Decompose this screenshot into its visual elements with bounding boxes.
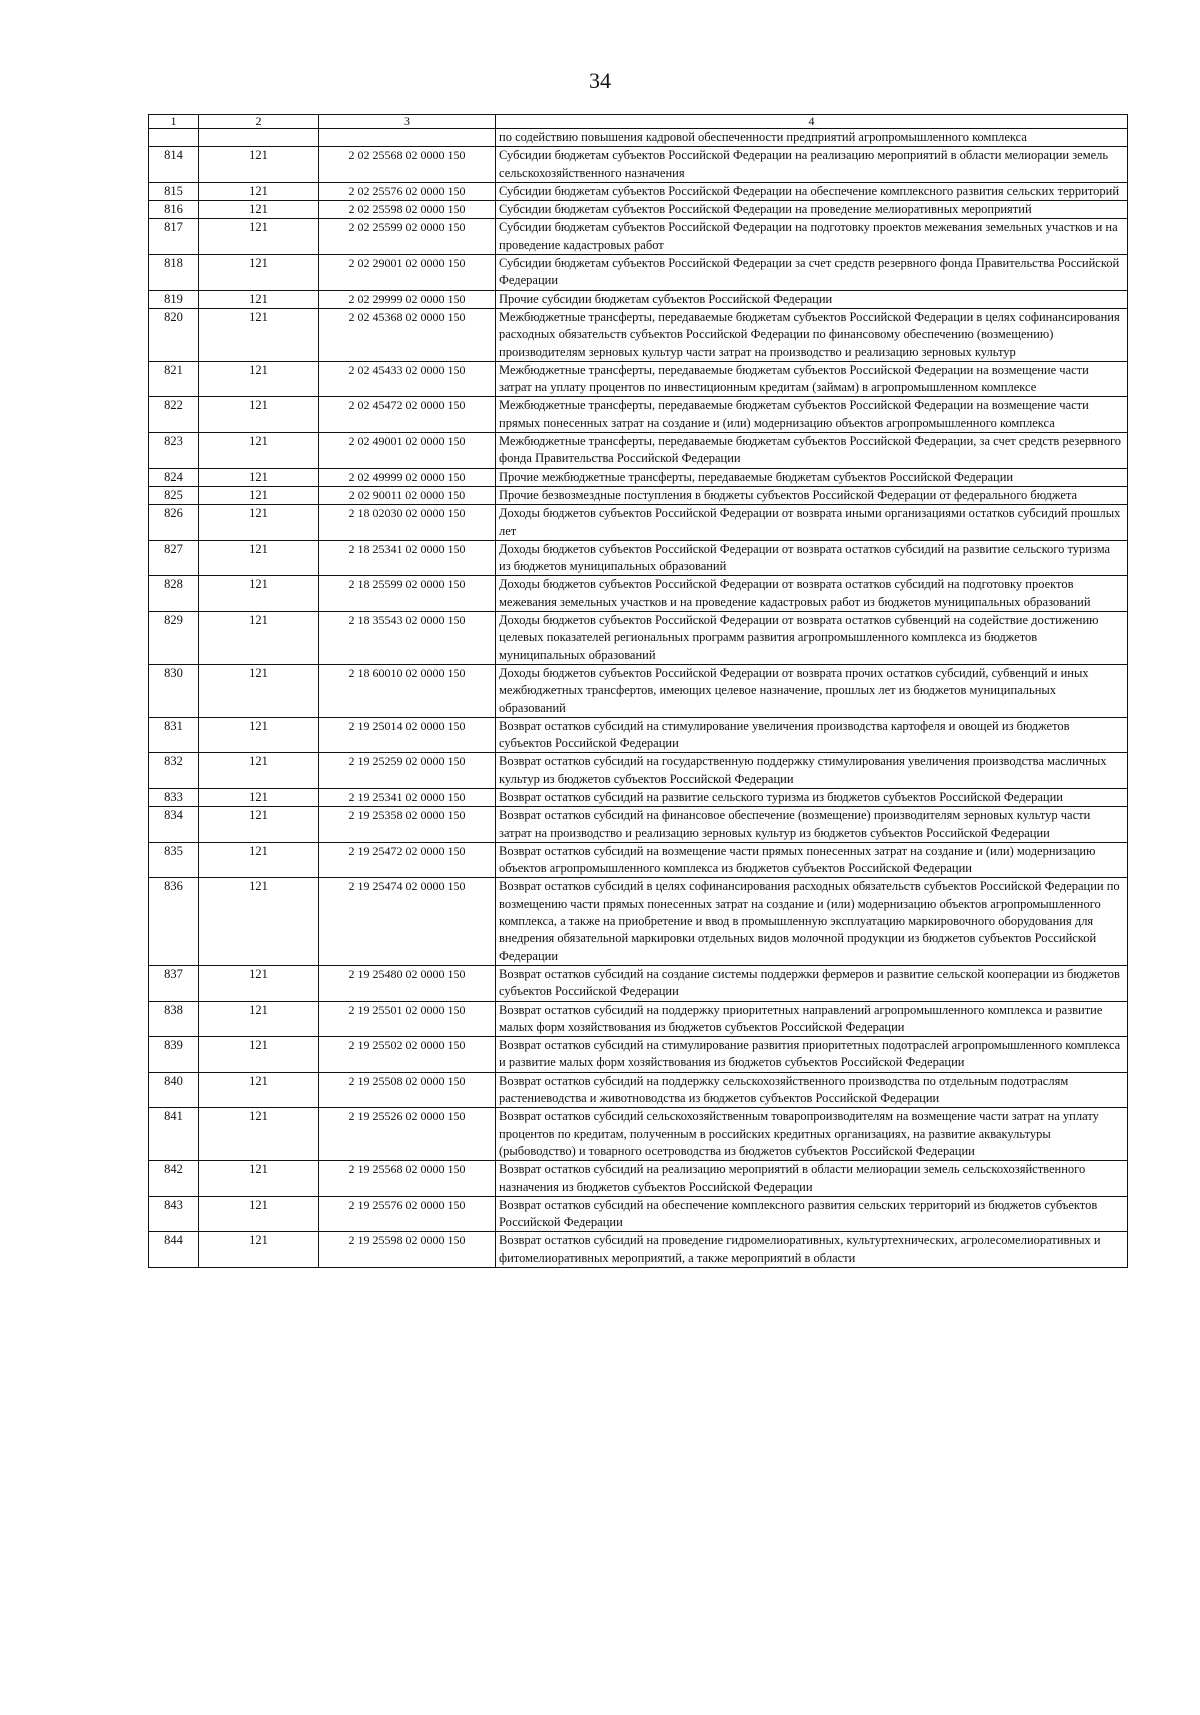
description-cell: Доходы бюджетов субъектов Российской Федерации от возврата остатков субсидий на подготовку проектов межевания земельных участков и на проведение кадастровых работ из бюджетов муниципальных образований <box>496 576 1128 612</box>
admin-code-cell: 121 <box>199 1161 319 1197</box>
row-number-cell: 827 <box>149 540 199 576</box>
budget-code-cell: 2 18 25599 02 0000 150 <box>319 576 496 612</box>
description-cell: Доходы бюджетов субъектов Российской Федерации от возврата остатков субсидий на развитие сельского туризма из бюджетов муниципальных образований <box>496 540 1128 576</box>
header-cell-2: 2 <box>199 115 319 129</box>
admin-code-cell: 121 <box>199 664 319 717</box>
admin-code-cell: 121 <box>199 807 319 843</box>
description-cell: Возврат остатков субсидий на возмещение части прямых понесенных затрат на создание и (или) модернизацию объектов агропромышленного комплекса из бюджетов субъектов Российской Федерации <box>496 842 1128 878</box>
description-cell: Межбюджетные трансферты, передаваемые бюджетам субъектов Российской Федерации на возмещение части прямых понесенных затрат на создание и (или) модернизацию объектов агропромышленного комплекса <box>496 397 1128 433</box>
description-cell: Субсидии бюджетам субъектов Российской Федерации на проведение мелиоративных мероприятий <box>496 201 1128 219</box>
table-body <box>149 115 1128 1268</box>
budget-code-cell: 2 19 25341 02 0000 150 <box>319 788 496 806</box>
budget-code-cell: 2 19 25526 02 0000 150 <box>319 1108 496 1161</box>
table-row <box>149 1196 1128 1232</box>
description-cell: Доходы бюджетов субъектов Российской Федерации от возврата остатков субвенций на содействие достижению целевых показателей региональных программ развития агропромышленного комплекса из бюджетов муниципальных образований <box>496 612 1128 665</box>
budget-code-cell: 2 02 25576 02 0000 150 <box>319 182 496 200</box>
description-cell: Межбюджетные трансферты, передаваемые бюджетам субъектов Российской Федерации на возмещение части затрат на уплату процентов по инвестиционным кредитам (займам) в агропромышленном комплексе <box>496 361 1128 397</box>
budget-code-cell: 2 02 25598 02 0000 150 <box>319 201 496 219</box>
description-cell: Возврат остатков субсидий на создание системы поддержки фермеров и развитие сельской кооперации из бюджетов субъектов Российской Федерации <box>496 965 1128 1001</box>
table-row <box>149 807 1128 843</box>
admin-code-cell: 121 <box>199 753 319 789</box>
admin-code-cell: 121 <box>199 468 319 486</box>
table-row <box>149 397 1128 433</box>
table-row <box>149 788 1128 806</box>
admin-code-cell: 121 <box>199 486 319 504</box>
admin-code-cell: 121 <box>199 965 319 1001</box>
budget-code-cell: 2 02 25599 02 0000 150 <box>319 219 496 255</box>
budget-code-cell: 2 19 25014 02 0000 150 <box>319 717 496 753</box>
table-row <box>149 842 1128 878</box>
row-number-cell: 820 <box>149 308 199 361</box>
description-cell: Прочие межбюджетные трансферты, передаваемые бюджетам субъектов Российской Федерации <box>496 468 1128 486</box>
admin-code-cell: 121 <box>199 1108 319 1161</box>
budget-code-cell: 2 18 02030 02 0000 150 <box>319 505 496 541</box>
budget-code-cell: 2 19 25598 02 0000 150 <box>319 1232 496 1268</box>
table-row <box>149 717 1128 753</box>
row-number-cell: 829 <box>149 612 199 665</box>
description-cell: Субсидии бюджетам субъектов Российской Федерации за счет средств резервного фонда Правительства Российской Федерации <box>496 255 1128 291</box>
admin-code-cell: 121 <box>199 1232 319 1268</box>
description-cell: Возврат остатков субсидий на реализацию мероприятий в области мелиорации земель сельскохозяйственного назначения из бюджетов субъектов Российской Федерации <box>496 1161 1128 1197</box>
header-cell-4: 4 <box>496 115 1128 129</box>
table-row <box>149 1037 1128 1073</box>
admin-code-cell: 121 <box>199 255 319 291</box>
row-number-cell: 818 <box>149 255 199 291</box>
description-cell: Межбюджетные трансферты, передаваемые бюджетам субъектов Российской Федерации в целях софинансирования расходных обязательств субъектов Российской Федерации по финансовому обеспечению (возмещению) производителям зерновых культур части затрат на производство и реализацию зерновых культур <box>496 308 1128 361</box>
table-row <box>149 433 1128 469</box>
row-number-cell: 843 <box>149 1196 199 1232</box>
row-number-cell: 819 <box>149 290 199 308</box>
row-number-cell: 837 <box>149 965 199 1001</box>
admin-code-cell: 121 <box>199 540 319 576</box>
table-row <box>149 878 1128 965</box>
row-number-cell: 834 <box>149 807 199 843</box>
row-number-cell: 840 <box>149 1072 199 1108</box>
row-number-cell: 828 <box>149 576 199 612</box>
table-row <box>149 361 1128 397</box>
description-cell: Возврат остатков субсидий на поддержку сельскохозяйственного производства по отдельным подотраслям растениеводства и животноводства из бюджетов субъектов Российской Федерации <box>496 1072 1128 1108</box>
row-number-cell: 831 <box>149 717 199 753</box>
table-row <box>149 1072 1128 1108</box>
admin-code-cell: 121 <box>199 878 319 965</box>
description-cell: Доходы бюджетов субъектов Российской Федерации от возврата иными организациями остатков субсидий прошлых лет <box>496 505 1128 541</box>
admin-code-cell: 121 <box>199 290 319 308</box>
table-row <box>149 1232 1128 1268</box>
table-row <box>149 219 1128 255</box>
budget-code-cell: 2 19 25508 02 0000 150 <box>319 1072 496 1108</box>
row-number-cell: 825 <box>149 486 199 504</box>
row-number-cell: 833 <box>149 788 199 806</box>
row-number-cell: 823 <box>149 433 199 469</box>
description-cell: Субсидии бюджетам субъектов Российской Федерации на обеспечение комплексного развития сельских территорий <box>496 182 1128 200</box>
row-number-cell: 836 <box>149 878 199 965</box>
admin-code-cell: 121 <box>199 201 319 219</box>
row-number-cell <box>149 129 199 147</box>
budget-code-cell: 2 02 49999 02 0000 150 <box>319 468 496 486</box>
row-number-cell: 815 <box>149 182 199 200</box>
budget-code-cell: 2 02 45368 02 0000 150 <box>319 308 496 361</box>
row-number-cell: 821 <box>149 361 199 397</box>
income-codes-table <box>148 114 1128 1268</box>
admin-code-cell: 121 <box>199 219 319 255</box>
budget-code-cell: 2 19 25472 02 0000 150 <box>319 842 496 878</box>
row-number-cell: 814 <box>149 147 199 183</box>
description-cell: Доходы бюджетов субъектов Российской Федерации от возврата прочих остатков субсидий, субвенций и иных межбюджетных трансфертов, имеющих целевое назначение, прошлых лет из бюджетов муниципальных образований <box>496 664 1128 717</box>
table-row <box>149 664 1128 717</box>
table-header-row <box>149 115 1128 129</box>
budget-code-cell: 2 19 25259 02 0000 150 <box>319 753 496 789</box>
admin-code-cell: 121 <box>199 1037 319 1073</box>
table-row <box>149 486 1128 504</box>
row-number-cell: 841 <box>149 1108 199 1161</box>
table-row <box>149 147 1128 183</box>
admin-code-cell: 121 <box>199 788 319 806</box>
description-cell: Возврат остатков субсидий на обеспечение комплексного развития сельских территорий из бюджетов субъектов Российской Федерации <box>496 1196 1128 1232</box>
admin-code-cell: 121 <box>199 1072 319 1108</box>
description-cell: Субсидии бюджетам субъектов Российской Федерации на реализацию мероприятий в области мелиорации земель сельскохозяйственного назначения <box>496 147 1128 183</box>
budget-code-cell: 2 02 29999 02 0000 150 <box>319 290 496 308</box>
table-row <box>149 290 1128 308</box>
row-number-cell: 835 <box>149 842 199 878</box>
budget-code-cell: 2 19 25480 02 0000 150 <box>319 965 496 1001</box>
admin-code-cell: 121 <box>199 361 319 397</box>
admin-code-cell: 121 <box>199 397 319 433</box>
row-number-cell: 844 <box>149 1232 199 1268</box>
header-cell-3: 3 <box>319 115 496 129</box>
description-cell: Возврат остатков субсидий сельскохозяйственным товаропроизводителям на возмещение части затрат на уплату процентов по кредитам, полученным в российских кредитных организациях, на развитие аквакультуры (рыбоводство) и товарного осетроводства из бюджетов субъектов Российской Федерации <box>496 1108 1128 1161</box>
description-cell: по содействию повышения кадровой обеспеченности предприятий агропромышленного комплекса <box>496 129 1128 147</box>
admin-code-cell: 121 <box>199 182 319 200</box>
table-row <box>149 753 1128 789</box>
table-row <box>149 1001 1128 1037</box>
budget-code-cell: 2 18 25341 02 0000 150 <box>319 540 496 576</box>
budget-code-cell <box>319 129 496 147</box>
description-cell: Субсидии бюджетам субъектов Российской Федерации на подготовку проектов межевания земельных участков и на проведение кадастровых работ <box>496 219 1128 255</box>
budget-code-cell: 2 19 25501 02 0000 150 <box>319 1001 496 1037</box>
table-row <box>149 201 1128 219</box>
description-cell: Возврат остатков субсидий на развитие сельского туризма из бюджетов субъектов Российской Федерации <box>496 788 1128 806</box>
page-number: 34 <box>589 68 611 93</box>
row-number-cell: 838 <box>149 1001 199 1037</box>
description-cell: Возврат остатков субсидий в целях софинансирования расходных обязательств субъектов Российской Федерации по возмещению части прямых понесенных затрат на создание и (или) модернизацию объектов агропромышленного комплекса, а также на приобретение и ввод в промышленную эксплуатацию маркировочного оборудования для внедрения обязательной маркировки отдельных видов молочной продукции из бюджетов субъектов Российской Федерации <box>496 878 1128 965</box>
budget-code-cell: 2 19 25568 02 0000 150 <box>319 1161 496 1197</box>
budget-code-cell: 2 02 45472 02 0000 150 <box>319 397 496 433</box>
table-row <box>149 540 1128 576</box>
admin-code-cell: 121 <box>199 505 319 541</box>
description-cell: Возврат остатков субсидий на стимулирование увеличения производства картофеля и овощей из бюджетов субъектов Российской Федерации <box>496 717 1128 753</box>
table-row <box>149 308 1128 361</box>
table-row <box>149 182 1128 200</box>
table-row <box>149 468 1128 486</box>
description-cell: Возврат остатков субсидий на государственную поддержку стимулирования увеличения производства масличных культур из бюджетов субъектов Российской Федерации <box>496 753 1128 789</box>
admin-code-cell: 121 <box>199 1001 319 1037</box>
table-row <box>149 965 1128 1001</box>
table-row <box>149 1108 1128 1161</box>
budget-code-cell: 2 18 60010 02 0000 150 <box>319 664 496 717</box>
budget-code-cell: 2 19 25502 02 0000 150 <box>319 1037 496 1073</box>
admin-code-cell: 121 <box>199 612 319 665</box>
description-cell: Возврат остатков субсидий на финансовое обеспечение (возмещение) производителям зерновых культур части затрат на производство и реализацию зерновых культур из бюджетов субъектов Российской Федерации <box>496 807 1128 843</box>
admin-code-cell: 121 <box>199 576 319 612</box>
budget-code-cell: 2 02 45433 02 0000 150 <box>319 361 496 397</box>
admin-code-cell: 121 <box>199 1196 319 1232</box>
description-cell: Возврат остатков субсидий на стимулирование развития приоритетных подотраслей агропромышленного комплекса и развитие малых форм хозяйствования из бюджетов субъектов Российской Федерации <box>496 1037 1128 1073</box>
table-row <box>149 612 1128 665</box>
table-row <box>149 255 1128 291</box>
admin-code-cell: 121 <box>199 842 319 878</box>
table-row <box>149 505 1128 541</box>
budget-code-cell: 2 02 29001 02 0000 150 <box>319 255 496 291</box>
budget-code-cell: 2 19 25576 02 0000 150 <box>319 1196 496 1232</box>
table-row <box>149 576 1128 612</box>
row-number-cell: 839 <box>149 1037 199 1073</box>
row-number-cell: 826 <box>149 505 199 541</box>
admin-code-cell: 121 <box>199 308 319 361</box>
admin-code-cell: 121 <box>199 433 319 469</box>
row-number-cell: 824 <box>149 468 199 486</box>
description-cell: Прочие субсидии бюджетам субъектов Российской Федерации <box>496 290 1128 308</box>
row-number-cell: 816 <box>149 201 199 219</box>
row-number-cell: 842 <box>149 1161 199 1197</box>
admin-code-cell: 121 <box>199 717 319 753</box>
budget-code-cell: 2 18 35543 02 0000 150 <box>319 612 496 665</box>
admin-code-cell: 121 <box>199 147 319 183</box>
budget-code-cell: 2 02 90011 02 0000 150 <box>319 486 496 504</box>
row-number-cell: 832 <box>149 753 199 789</box>
row-number-cell: 822 <box>149 397 199 433</box>
budget-code-cell: 2 02 25568 02 0000 150 <box>319 147 496 183</box>
description-cell: Прочие безвозмездные поступления в бюджеты субъектов Российской Федерации от федерального бюджета <box>496 486 1128 504</box>
admin-code-cell <box>199 129 319 147</box>
table-row <box>149 129 1128 147</box>
row-number-cell: 830 <box>149 664 199 717</box>
description-cell: Межбюджетные трансферты, передаваемые бюджетам субъектов Российской Федерации, за счет средств резервного фонда Правительства Российской Федерации <box>496 433 1128 469</box>
budget-code-cell: 2 19 25358 02 0000 150 <box>319 807 496 843</box>
header-cell-1: 1 <box>149 115 199 129</box>
row-number-cell: 817 <box>149 219 199 255</box>
description-cell: Возврат остатков субсидий на поддержку приоритетных направлений агропромышленного комплекса и развитие малых форм хозяйствования из бюджетов субъектов Российской Федерации <box>496 1001 1128 1037</box>
budget-code-cell: 2 02 49001 02 0000 150 <box>319 433 496 469</box>
budget-code-cell: 2 19 25474 02 0000 150 <box>319 878 496 965</box>
description-cell: Возврат остатков субсидий на проведение гидромелиоративных, культуртехнических, агролесомелиоративных и фитомелиоративных мероприятий, а также мероприятий в области <box>496 1232 1128 1268</box>
table-row <box>149 1161 1128 1197</box>
